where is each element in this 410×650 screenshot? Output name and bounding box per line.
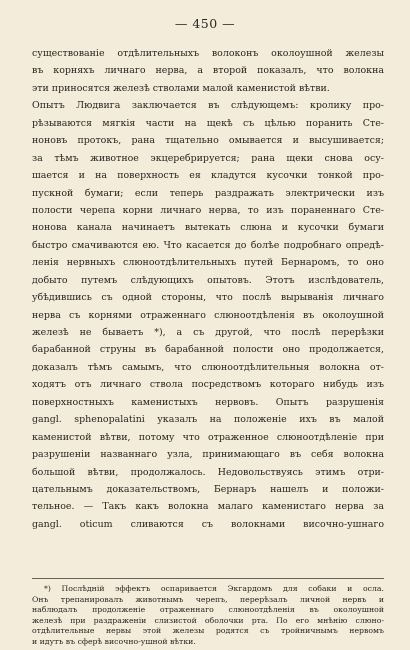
body-line: быстро смачиваются ею. Что касается до болѣе подробнаго опредѣ- — [32, 239, 384, 251]
footnote-line: и идутъ въ сферѣ височно-ушной вѣтки. — [32, 636, 196, 646]
body-line: каменистой вѣтви, потому что отраженное слюноотдѣленіе при — [32, 431, 384, 443]
body-line: gangl. oticum сливаются съ волокнами височно-ушнаго — [32, 518, 384, 530]
body-line: ноновa канала начинаетъ вытекать слюна и кусочки бумаги — [32, 222, 384, 234]
body-line: въ корняхъ личнаго нерва, а второй показалъ, что волокна — [32, 65, 384, 77]
body-line: эти приносятся железѣ стволами малой каменистой вѣтви. — [32, 82, 330, 94]
footnote-line: железѣ при раздраженіи слизистой оболочки рта. По его мнѣнію слюно- — [32, 615, 384, 625]
body-line: железѣ не бываетъ *), а съ другой, что послѣ перерѣзки — [32, 327, 384, 338]
footnote-divider — [32, 578, 384, 579]
footnote-line: отдѣлительные нервы этой железы родятся съ тройничнымъ нервомъ — [32, 626, 384, 635]
page-number: — 450 — — [174, 16, 236, 31]
body-line: разрушеніи названнаго узла, принимающаго въ себя волокна — [32, 449, 384, 461]
body-line: gangl. sphenopalatini указалъ на положеніе ихъ въ малой — [32, 414, 384, 426]
body-line: поверхностныхъ каменистыхъ нервовъ. Опытъ разрушенія — [32, 396, 384, 408]
body-line: тельное. — Такъ какъ волокна малаго каменистаго нерва за — [32, 501, 384, 513]
body-line: цательнымъ доказательствомъ, Бернаръ нашелъ и положи- — [32, 483, 384, 495]
body-line: барабанной струны въ барабанной полости оно продолжается, — [32, 344, 384, 356]
body-line: ноновъ протокъ, рана тщательно омывается и высушивается; — [32, 135, 384, 147]
body-line: шается и на поверхность ея кладутся кусочки тонкой про- — [32, 170, 384, 182]
footnote-line: *) Послѣдній эффектъ оспаривается Экгардомъ для собаки и осла. — [44, 584, 384, 593]
body-line: ленія нервныхъ слюноотдѣлительныхъ путей Бернаромъ, то оно — [32, 257, 384, 269]
body-line: пускной бумаги; если теперь раздражать электрически изъ — [32, 187, 384, 199]
body-line: доказалъ тѣмъ самымъ, что слюноотдѣлительныя волокна от- — [32, 361, 384, 373]
body-text — [32, 45, 384, 533]
body-line: убѣдившись съ одной стороны, что послѣ вырыванія личнаго — [32, 292, 384, 304]
body-line: за тѣмъ животное экцеребрируется; рана щеки снова осу- — [32, 152, 384, 164]
body-line: добыто путемъ слѣдующихъ опытовъ. Этотъ изслѣдователь, — [32, 274, 384, 286]
footnote — [32, 584, 384, 647]
body-line: нерва съ корнями отраженнаго слюноотдѣленія въ околоушной — [32, 309, 384, 321]
body-line: рѣзываются мягкія части на щекѣ съ цѣлью поранить Сте- — [32, 117, 384, 129]
body-line: Опытъ Людвига заключается въ слѣдующемъ: кролику про- — [32, 100, 384, 112]
body-line: полости черепа корни личнаго нерва, то изъ пораненнаго Сте- — [32, 204, 384, 216]
footnote-line: наблюдалъ продолженіе отраженнаго слюноотдѣленія въ околоушной — [32, 605, 384, 614]
body-line: ходятъ отъ личнаго ствола посредствомъ котораго нибудь изъ — [32, 379, 384, 391]
body-line: существованіе отдѣлительныхъ волоконъ околоушной железы — [32, 48, 384, 59]
footnote-line: Онъ трепанировалъ животнымъ черепъ, перерѣзалъ личной нервъ и — [32, 594, 384, 604]
body-line: большой вѣтви, продолжалось. Недовольствуясь этимъ отри- — [32, 466, 384, 478]
